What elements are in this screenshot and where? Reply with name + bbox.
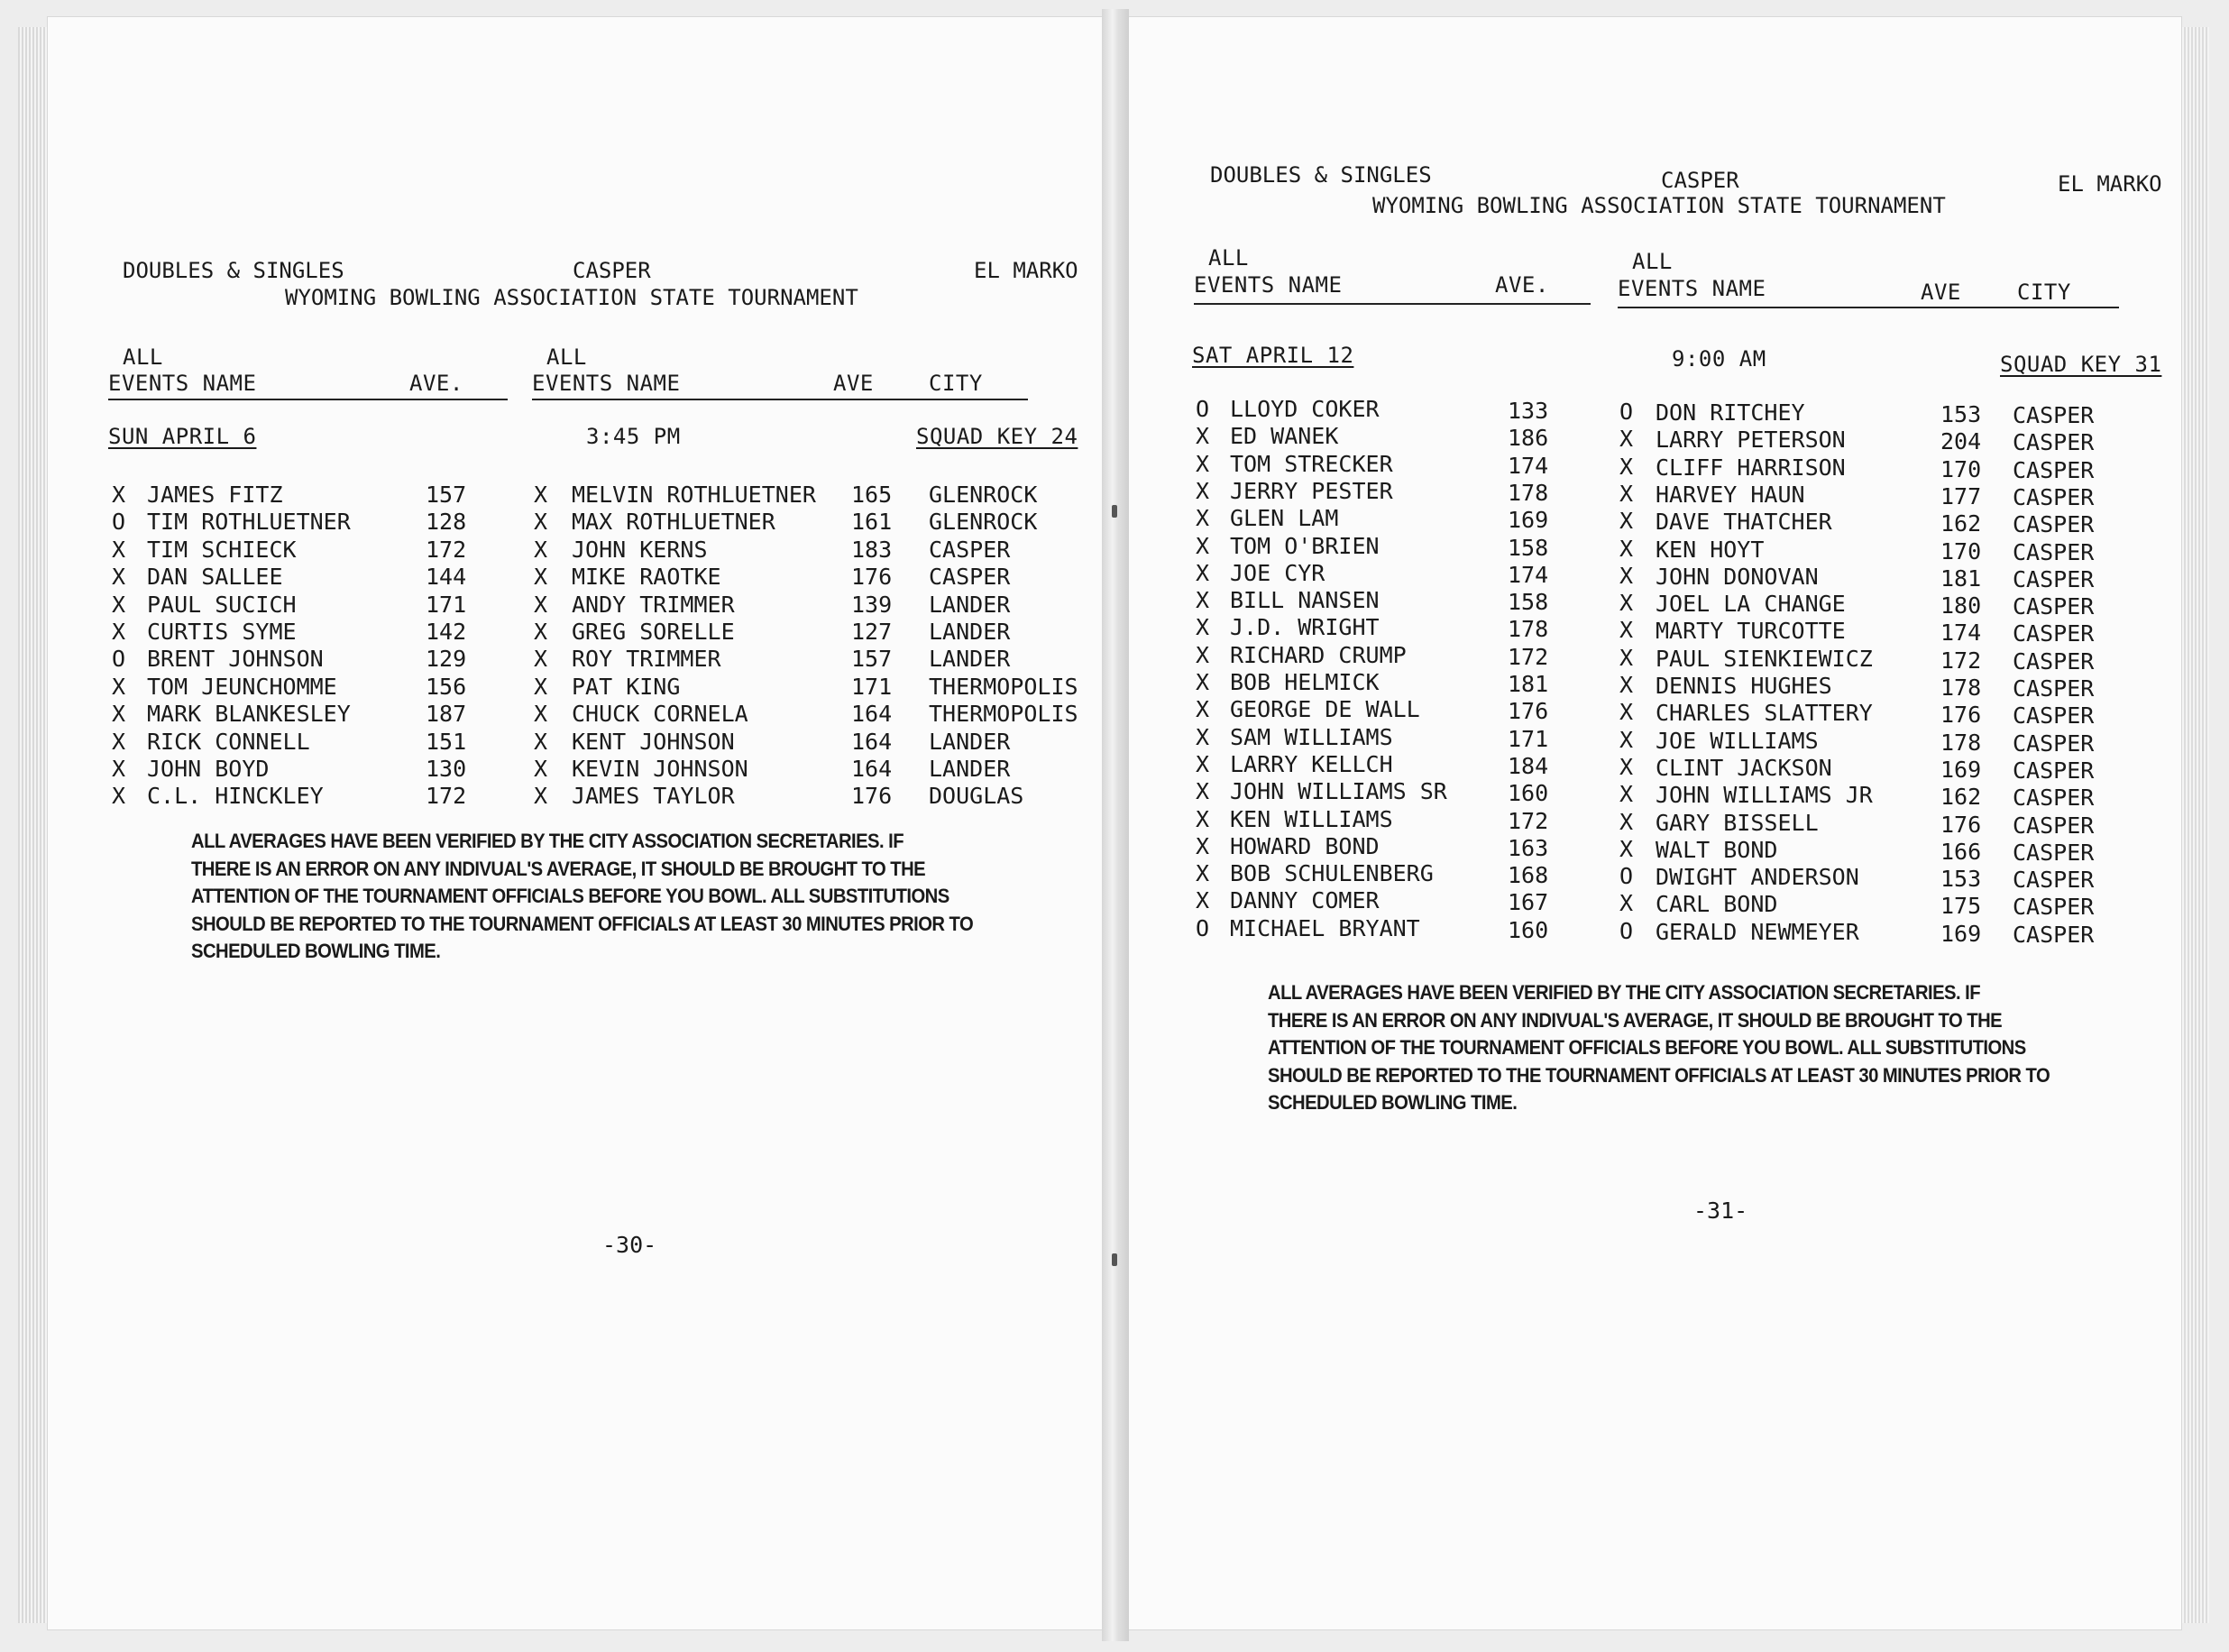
staple (1112, 505, 1117, 518)
right-col-events-name-2: EVENTS NAME (1618, 276, 1766, 301)
event-mark-1: X (112, 783, 126, 810)
average-2: 164 (851, 728, 893, 755)
average-1: 142 (426, 619, 467, 645)
right-header-center: CASPER (1661, 168, 1739, 193)
event-mark-1: X (112, 728, 126, 755)
city: CASPER (2013, 620, 2095, 647)
bowler-name-2: GERALD NEWMEYER (1656, 918, 1859, 945)
average-2: 170 (1940, 537, 1982, 564)
bowler-name-1: GEORGE DE WALL (1230, 696, 1420, 723)
event-mark-2: X (1619, 508, 1634, 535)
average-1: 128 (426, 509, 467, 536)
event-mark-1: X (1196, 696, 1210, 723)
event-mark-2: X (1619, 726, 1634, 753)
event-mark-2: X (534, 728, 548, 755)
bowler-name-1: RICK CONNELL (147, 728, 310, 755)
right-time: 9:00 AM (1672, 346, 1766, 372)
event-mark-1: X (112, 701, 126, 728)
city: CASPER (2013, 730, 2095, 757)
average-1: 144 (426, 564, 467, 591)
average-2: 183 (851, 536, 893, 563)
event-mark-2: X (534, 756, 548, 782)
right-title: WYOMING BOWLING ASSOCIATION STATE TOURNAMENT (1372, 193, 1946, 218)
bowler-name-1: ED WANEK (1230, 423, 1339, 450)
left-time: 3:45 PM (586, 424, 681, 449)
left-col-all-1: ALL (123, 344, 163, 370)
average-1: 130 (426, 756, 467, 782)
average-2: 164 (851, 756, 893, 782)
bowler-name-1: TIM SCHIECK (147, 536, 297, 563)
average-2: 166 (1940, 838, 1982, 865)
left-title: WYOMING BOWLING ASSOCIATION STATE TOURNAMENT (285, 285, 858, 310)
right-date: SAT APRIL 12 (1192, 343, 1354, 368)
average-1: 129 (426, 646, 467, 673)
bowler-name-2: JOEL LA CHANGE (1656, 591, 1846, 618)
event-mark-2: X (534, 509, 548, 536)
event-mark-1: X (1196, 559, 1210, 586)
event-mark-1: X (1196, 641, 1210, 668)
bowler-name-2: JOHN WILLIAMS JR (1656, 782, 1873, 809)
city: CASPER (2013, 647, 2095, 675)
event-mark-1: X (1196, 423, 1210, 450)
average-1: 176 (1508, 698, 1549, 725)
right-notice-line: ALL AVERAGES HAVE BEEN VERIFIED BY THE CITY ASSOCIATION SECRETARIES. IF (1268, 981, 1981, 1004)
average-2: 181 (1940, 564, 1982, 592)
event-mark-1: X (1196, 778, 1210, 805)
average-1: 174 (1508, 561, 1549, 588)
average-2: 178 (1940, 729, 1982, 756)
city: LANDER (929, 591, 1011, 618)
city: CASPER (2013, 785, 2095, 812)
left-col-ave-1: AVE. (409, 371, 463, 396)
average-2: 169 (1940, 756, 1982, 783)
average-1: 156 (426, 673, 467, 700)
city: LANDER (929, 646, 1011, 673)
bowler-name-1: LLOYD COKER (1230, 396, 1380, 422)
bowler-name-1: LARRY KELLCH (1230, 750, 1393, 777)
bowler-name-1: JAMES FITZ (147, 482, 283, 508)
right-page-number: -31- (1693, 1198, 1748, 1224)
event-mark-1: X (1196, 450, 1210, 477)
bowler-name-1: PAUL SUCICH (147, 591, 297, 618)
city: DOUGLAS (929, 783, 1024, 810)
right-notice-line: THERE IS AN ERROR ON ANY INDIVUAL'S AVERAGE, IT SHOULD BE BROUGHT TO THE (1268, 1008, 2003, 1032)
city: CASPER (2013, 894, 2095, 921)
city: THERMOPOLIS (929, 673, 1078, 700)
city: LANDER (929, 619, 1011, 645)
event-mark-2: X (1619, 426, 1634, 453)
average-2: 174 (1940, 620, 1982, 647)
event-mark-1: X (1196, 477, 1210, 504)
average-1: 157 (426, 482, 467, 508)
average-2: 176 (851, 783, 893, 810)
average-1: 181 (1508, 671, 1549, 697)
average-2: 157 (851, 646, 893, 673)
bowler-name-2: ROY TRIMMER (572, 646, 721, 673)
bowler-name-2: MIKE RAOTKE (572, 564, 721, 591)
average-1: 158 (1508, 534, 1549, 561)
average-2: 171 (851, 673, 893, 700)
left-page-edges (18, 27, 47, 1623)
bowler-name-2: DON RITCHEY (1656, 399, 1805, 426)
right-notice-line: ATTENTION OF THE TOURNAMENT OFFICIALS BEFORE YOU BOWL. ALL SUBSTITUTIONS (1268, 1036, 2026, 1059)
city: CASPER (2013, 921, 2095, 948)
bowler-name-1: HOWARD BOND (1230, 832, 1380, 859)
event-mark-1: X (1196, 505, 1210, 532)
bowler-name-1: TIM ROTHLUETNER (147, 509, 351, 536)
event-mark-2: X (1619, 535, 1634, 562)
bowler-name-2: CHARLES SLATTERY (1656, 700, 1873, 727)
right-header-left: DOUBLES & SINGLES (1210, 162, 1432, 188)
left-notice-line: SHOULD BE REPORTED TO THE TOURNAMENT OFFICIALS AT LEAST 30 MINUTES PRIOR TO (191, 912, 974, 935)
bowler-name-2: MAX ROTHLUETNER (572, 509, 775, 536)
bowler-name-2: KEN HOYT (1656, 536, 1765, 563)
book-gutter (1102, 9, 1129, 1641)
city: CASPER (2013, 538, 2095, 565)
average-1: 171 (426, 591, 467, 618)
bowler-name-2: DAVE THATCHER (1656, 509, 1832, 536)
event-mark-2: X (1619, 699, 1634, 726)
average-2: 169 (1940, 920, 1982, 947)
average-2: 127 (851, 619, 893, 645)
city: GLENROCK (929, 482, 1038, 508)
event-mark-2: X (1619, 617, 1634, 644)
event-mark-1: X (112, 536, 126, 563)
event-mark-2: X (1619, 781, 1634, 808)
left-notice-line: THERE IS AN ERROR ON ANY INDIVUAL'S AVERAGE, IT SHOULD BE BROUGHT TO THE (191, 857, 926, 880)
event-mark-1: X (1196, 532, 1210, 559)
event-mark-2: O (1619, 863, 1634, 890)
event-mark-2: O (1619, 917, 1634, 944)
right-col-city: CITY (2017, 280, 2071, 305)
event-mark-2: X (1619, 808, 1634, 835)
event-mark-1: O (112, 509, 126, 536)
bowler-name-1: CURTIS SYME (147, 619, 297, 645)
left-notice-line: SCHEDULED BOWLING TIME. (191, 940, 441, 962)
event-mark-2: X (1619, 672, 1634, 698)
event-mark-1: X (1196, 832, 1210, 859)
event-mark-1: X (1196, 750, 1210, 777)
average-1: 171 (1508, 725, 1549, 752)
left-date: SUN APRIL 6 (108, 424, 257, 449)
average-2: 161 (851, 509, 893, 536)
city: CASPER (2013, 593, 2095, 620)
event-mark-2: X (1619, 453, 1634, 480)
bowler-name-1: JOHN BOYD (147, 756, 270, 782)
city: CASPER (2013, 429, 2095, 456)
bowler-name-2: CHUCK CORNELA (572, 701, 748, 728)
bowler-name-1: TOM O'BRIEN (1230, 532, 1380, 559)
bowler-name-1: JERRY PESTER (1230, 477, 1393, 504)
left-notice-line: ALL AVERAGES HAVE BEEN VERIFIED BY THE CITY ASSOCIATION SECRETARIES. IF (191, 830, 904, 852)
right-header-rule-2 (1618, 307, 2119, 308)
event-mark-2: X (534, 564, 548, 591)
left-squad-key: SQUAD KEY 24 (916, 424, 1078, 449)
bowler-name-2: KENT JOHNSON (572, 728, 735, 755)
event-mark-2: X (1619, 753, 1634, 780)
left-header-rule-2 (532, 399, 1028, 400)
event-mark-1: X (112, 591, 126, 618)
event-mark-1: X (1196, 860, 1210, 887)
event-mark-2: X (534, 482, 548, 508)
average-2: 204 (1940, 428, 1982, 455)
city: LANDER (929, 756, 1011, 782)
bowler-name-1: C.L. HINCKLEY (147, 783, 324, 810)
average-2: 164 (851, 701, 893, 728)
bowler-name-1: TOM JEUNCHOMME (147, 673, 337, 700)
average-1: 172 (426, 536, 467, 563)
event-mark-2: X (534, 701, 548, 728)
right-header-rule-1 (1194, 303, 1591, 305)
event-mark-1: X (1196, 805, 1210, 832)
average-2: 165 (851, 482, 893, 508)
left-header-left: DOUBLES & SINGLES (123, 258, 344, 283)
average-1: 163 (1508, 834, 1549, 861)
city: CASPER (929, 564, 1011, 591)
average-2: 175 (1940, 893, 1982, 920)
event-mark-2: X (534, 536, 548, 563)
event-mark-2: X (1619, 562, 1634, 589)
event-mark-2: X (1619, 590, 1634, 617)
average-1: 158 (1508, 589, 1549, 616)
city: CASPER (2013, 867, 2095, 894)
event-mark-1: X (1196, 614, 1210, 641)
event-mark-1: O (1196, 914, 1210, 941)
staple (1112, 1253, 1117, 1266)
city: CASPER (929, 536, 1011, 563)
average-2: 172 (1940, 647, 1982, 674)
bowler-name-1: MICHAEL BRYANT (1230, 914, 1420, 941)
average-1: 169 (1508, 507, 1549, 534)
city: CASPER (2013, 675, 2095, 702)
bowler-name-1: DANNY COMER (1230, 887, 1380, 914)
right-squad-key: SQUAD KEY 31 (2000, 352, 2162, 377)
bowler-name-1: RICHARD CRUMP (1230, 641, 1407, 668)
city: CASPER (2013, 757, 2095, 784)
bowler-name-1: TOM STRECKER (1230, 450, 1393, 477)
left-notice (191, 828, 1070, 966)
left-col-city: CITY (929, 371, 983, 396)
bowler-name-1: MARK BLANKESLEY (147, 701, 351, 728)
left-header-rule-1 (108, 399, 508, 400)
event-mark-1: O (112, 646, 126, 673)
average-1: 178 (1508, 616, 1549, 643)
bowler-name-2: GREG SORELLE (572, 619, 735, 645)
average-2: 162 (1940, 510, 1982, 537)
right-col-ave-2: AVE (1921, 280, 1961, 305)
average-1: 174 (1508, 452, 1549, 479)
right-col-ave-1: AVE. (1495, 272, 1549, 298)
average-2: 153 (1940, 866, 1982, 893)
bowler-name-2: JAMES TAYLOR (572, 783, 735, 810)
bowler-name-2: ANDY TRIMMER (572, 591, 735, 618)
event-mark-2: X (1619, 644, 1634, 671)
average-2: 177 (1940, 482, 1982, 509)
city: CASPER (2013, 812, 2095, 839)
city: CASPER (2013, 702, 2095, 730)
right-page-edges (2182, 27, 2209, 1623)
city: CASPER (2013, 483, 2095, 510)
city: CASPER (2013, 456, 2095, 483)
bowler-name-2: MARTY TURCOTTE (1656, 618, 1846, 645)
event-mark-1: X (1196, 723, 1210, 750)
left-col-events-name-1: EVENTS NAME (108, 371, 257, 396)
average-2: 176 (851, 564, 893, 591)
bowler-name-2: CLINT JACKSON (1656, 754, 1832, 781)
city: LANDER (929, 728, 1011, 755)
left-col-ave-2: AVE (833, 371, 874, 396)
bowler-name-1: BILL NANSEN (1230, 587, 1380, 614)
event-mark-1: X (1196, 587, 1210, 614)
event-mark-2: X (534, 673, 548, 700)
average-1: 172 (1508, 643, 1549, 670)
event-mark-2: X (534, 591, 548, 618)
right-notice (1268, 979, 2105, 1117)
event-mark-1: O (1196, 396, 1210, 422)
average-1: 167 (1508, 889, 1549, 916)
bowler-name-1: J.D. WRIGHT (1230, 614, 1380, 641)
event-mark-1: X (1196, 887, 1210, 914)
bowler-name-1: BRENT JOHNSON (147, 646, 324, 673)
bowler-name-1: KEN WILLIAMS (1230, 805, 1393, 832)
bowler-name-2: HARVEY HAUN (1656, 481, 1805, 508)
bowler-name-1: JOE CYR (1230, 559, 1325, 586)
bowler-name-1: DAN SALLEE (147, 564, 283, 591)
left-col-all-2: ALL (546, 344, 587, 370)
right-col-all-2: ALL (1632, 249, 1673, 274)
right-col-events-name-1: EVENTS NAME (1194, 272, 1343, 298)
average-1: 160 (1508, 916, 1549, 943)
bowler-name-2: PAUL SIENKIEWICZ (1656, 645, 1873, 672)
average-2: 176 (1940, 811, 1982, 838)
left-col-events-name-2: EVENTS NAME (532, 371, 681, 396)
right-notice-line: SCHEDULED BOWLING TIME. (1268, 1091, 1518, 1114)
bowler-name-2: LARRY PETERSON (1656, 427, 1846, 454)
event-mark-2: X (534, 646, 548, 673)
average-1: 172 (426, 783, 467, 810)
bowler-name-2: DENNIS HUGHES (1656, 673, 1832, 699)
event-mark-1: X (112, 619, 126, 645)
bowler-name-2: JOE WILLIAMS (1656, 727, 1819, 754)
right-page (1120, 16, 2182, 1630)
average-1: 184 (1508, 752, 1549, 779)
average-1: 178 (1508, 479, 1549, 506)
event-mark-2: O (1619, 399, 1634, 425)
city: CASPER (2013, 839, 2095, 866)
left-header-center: CASPER (573, 258, 651, 283)
average-2: 176 (1940, 702, 1982, 729)
city: THERMOPOLIS (929, 701, 1078, 728)
event-mark-2: X (1619, 835, 1634, 862)
left-header-right: EL MARKO (974, 258, 1078, 283)
bowler-name-2: JOHN KERNS (572, 536, 708, 563)
left-notice-line: ATTENTION OF THE TOURNAMENT OFFICIALS BEFORE YOU BOWL. ALL SUBSTITUTIONS (191, 885, 949, 907)
average-1: 151 (426, 728, 467, 755)
bowler-name-1: JOHN WILLIAMS SR (1230, 778, 1447, 805)
bowler-name-2: CLIFF HARRISON (1656, 454, 1846, 481)
event-mark-1: X (112, 482, 126, 508)
event-mark-1: X (112, 564, 126, 591)
average-2: 180 (1940, 592, 1982, 620)
average-2: 170 (1940, 455, 1982, 482)
bowler-name-2: GARY BISSELL (1656, 809, 1819, 836)
average-2: 153 (1940, 401, 1982, 427)
city: CASPER (2013, 565, 2095, 592)
bowler-name-1: SAM WILLIAMS (1230, 723, 1393, 750)
average-2: 178 (1940, 675, 1982, 701)
bowler-name-2: WALT BOND (1656, 836, 1778, 863)
bowler-name-1: BOB SCHULENBERG (1230, 860, 1434, 887)
average-1: 186 (1508, 425, 1549, 452)
event-mark-1: X (1196, 669, 1210, 695)
average-2: 139 (851, 591, 893, 618)
event-mark-2: X (1619, 480, 1634, 507)
bowler-name-2: PAT KING (572, 673, 681, 700)
average-1: 168 (1508, 862, 1549, 889)
left-page-number: -30- (602, 1232, 657, 1258)
bowler-name-2: CARL BOND (1656, 891, 1778, 918)
right-col-all-1: ALL (1208, 245, 1249, 271)
city: GLENROCK (929, 509, 1038, 536)
event-mark-2: X (534, 619, 548, 645)
average-1: 133 (1508, 398, 1549, 424)
average-1: 172 (1508, 807, 1549, 834)
bowler-name-2: DWIGHT ANDERSON (1656, 864, 1859, 891)
bowler-name-2: JOHN DONOVAN (1656, 563, 1819, 590)
average-2: 162 (1940, 784, 1982, 811)
bowler-name-2: KEVIN JOHNSON (572, 756, 748, 782)
right-notice-line: SHOULD BE REPORTED TO THE TOURNAMENT OFFICIALS AT LEAST 30 MINUTES PRIOR TO (1268, 1063, 2050, 1087)
average-1: 187 (426, 701, 467, 728)
bowler-name-1: GLEN LAM (1230, 505, 1339, 532)
left-page (47, 16, 1111, 1630)
average-1: 160 (1508, 780, 1549, 807)
bowler-name-2: MELVIN ROTHLUETNER (572, 482, 816, 508)
city: CASPER (2013, 511, 2095, 538)
city: CASPER (2013, 402, 2095, 428)
right-header-right: EL MARKO (2058, 171, 2162, 197)
bowler-name-1: BOB HELMICK (1230, 669, 1380, 695)
event-mark-1: X (112, 673, 126, 700)
event-mark-2: X (534, 783, 548, 810)
event-mark-2: X (1619, 890, 1634, 917)
event-mark-1: X (112, 756, 126, 782)
